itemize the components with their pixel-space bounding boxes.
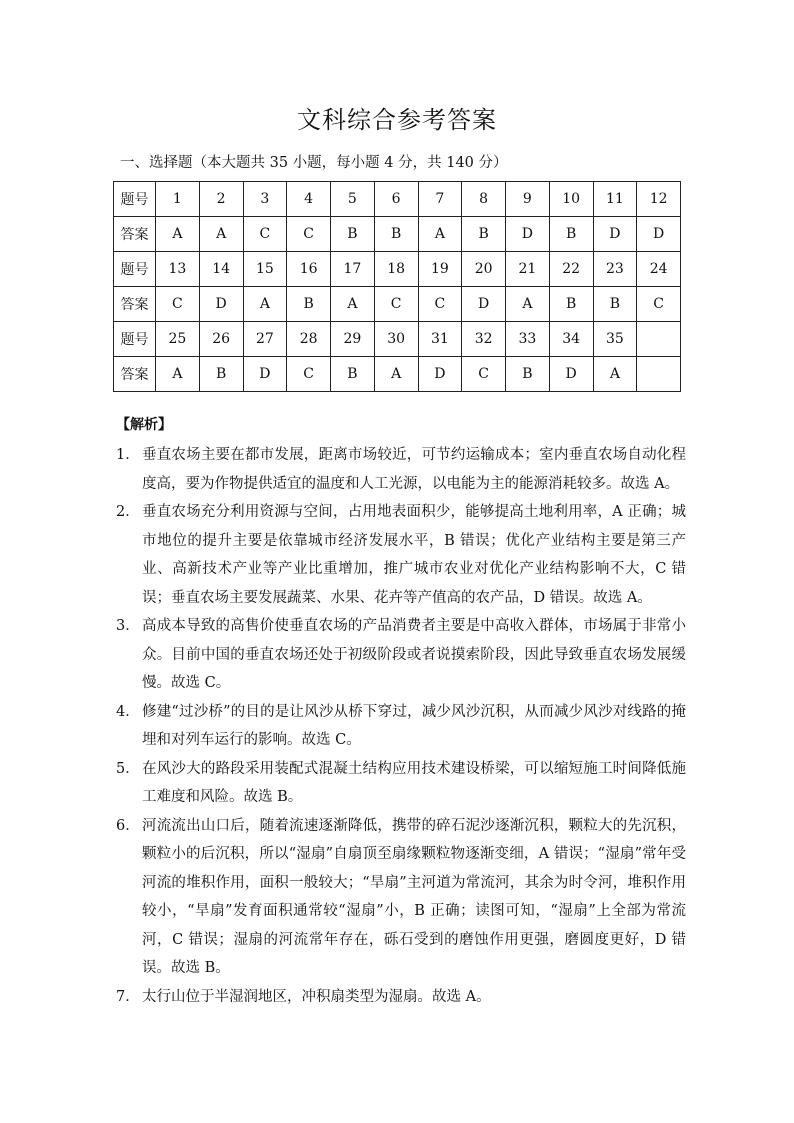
table-cell: D [418,357,462,392]
table-cell: 30 [374,322,418,357]
table-cell: C [637,287,681,322]
analysis-item-number: 7． [116,988,140,1005]
table-cell: A [243,287,287,322]
table-cell: 2 [199,182,243,217]
table-cell: 15 [243,252,287,287]
row-label: 答案 [114,357,156,392]
page-title: 文科综合参考答案 [297,106,497,134]
analysis-item-number: 6． [116,817,140,834]
analysis-item-number: 1． [116,447,140,463]
table-cell: B [199,357,243,392]
table-cell: 12 [637,182,681,217]
table-cell [637,322,681,357]
table-cell: 32 [462,322,506,357]
table-cell: C [418,287,462,322]
table-cell: 16 [287,252,331,287]
table-cell: B [506,357,550,392]
analysis-list [116,441,686,1011]
analysis-item-text: 修建“过沙桥”的目的是让风沙从桥下穿过，减少风沙沉积，从而减少风沙对线路的掩埋和对列车运行的影响。故选 C。 [142,703,686,748]
table-cell: D [593,217,637,252]
table-cell: 9 [506,182,550,217]
table-cell: 18 [374,252,418,287]
analysis-item-number: 5． [116,760,140,777]
row-label: 题号 [114,322,156,357]
analysis-item-number: 4． [116,703,140,720]
table-cell: 5 [331,182,375,217]
section-heading-choice: 一、选择题（本大题共 35 小题，每小题 4 分，共 140 分） [120,155,508,171]
analysis-item-text: 在风沙大的路段采用装配式混凝土结构应用技术建设桥梁，可以缩短施工时间降低施工难度和风险。故选 B。 [142,760,686,805]
table-cell: B [331,217,375,252]
table-cell: A [156,357,200,392]
answer-table [113,181,681,392]
table-cell: C [243,217,287,252]
table-cell: 8 [462,182,506,217]
table-cell: 6 [374,182,418,217]
table-cell: 25 [156,322,200,357]
analysis-item-text: 高成本导致的高售价使垂直农场的产品消费者主要是中高收入群体，市场属于非常小众。目前中国的垂直农场还处于初级阶段或者说摸索阶段，因此导致垂直农场发展缓慢。故选 C。 [142,618,686,691]
table-cell: 21 [506,252,550,287]
table-cell: D [243,357,287,392]
analysis-item-text: 垂直农场主要在都市发展，距离市场较近，可节约运输成本；室内垂直农场自动化程度高，要为作物提供适宜的温度和人工光源，以电能为主的能源消耗较多。故选 A。 [142,447,686,492]
table-cell: 31 [418,322,462,357]
table-cell: B [331,357,375,392]
analysis-item [116,755,686,812]
table-cell: C [287,357,331,392]
table-cell: A [506,287,550,322]
analysis-heading: 【解析】 [116,417,172,433]
analysis-item-text: 垂直农场充分利用资源与空间，占用地表面积少，能够提高土地利用率，A 正确；城市地位的提升主要是依靠城市经济发展水平，B 错误；优化产业结构主要是第三产业、高新技术产业等产业比重增加，推广城市农业对优化产业结构影响不大，C 错误；垂直农场主要发展蔬菜、水果、花卉等产值高的农产品，D 错误。故选 A。 [142,504,686,606]
table-row [114,252,681,287]
analysis-item-number: 3． [116,618,140,634]
table-cell: 11 [593,182,637,217]
table-cell: 24 [637,252,681,287]
table-cell: 10 [549,182,593,217]
table-row [114,322,681,357]
table-cell: A [593,357,637,392]
table-cell: A [374,357,418,392]
analysis-item-text: 河流流出山口后，随着流速逐渐降低，携带的碎石泥沙逐渐沉积，颗粒大的先沉积，颗粒小的后沉积，所以“湿扇”自扇顶至扇缘颗粒物逐渐变细，A 错误；“湿扇”常年受河流的堆积作用，面积一般较大；“旱扇”主河道为常流河，其余为时令河，堆积作用较小，“旱扇”发育面积通常较“湿扇”小，B 正确；读图可知，“湿扇”上全部为常流河，C 错误；湿扇的河流常年存在，砾石受到的磨蚀作用更强，磨圆度更好，D 错误。故选 B。 [142,817,686,976]
table-cell: B [593,287,637,322]
table-cell: 20 [462,252,506,287]
table-cell: D [199,287,243,322]
row-label: 答案 [114,217,156,252]
table-cell: C [374,287,418,322]
table-cell: 28 [287,322,331,357]
table-cell: 19 [418,252,462,287]
table-cell: D [549,357,593,392]
table-cell: 1 [156,182,200,217]
table-cell: 7 [418,182,462,217]
table-row [114,217,681,252]
row-label: 题号 [114,252,156,287]
table-cell: 3 [243,182,287,217]
analysis-item [116,812,686,983]
table-cell: B [287,287,331,322]
row-label: 答案 [114,287,156,322]
table-row [114,182,681,217]
table-cell: 17 [331,252,375,287]
row-label: 题号 [114,182,156,217]
table-cell: D [506,217,550,252]
table-cell: 29 [331,322,375,357]
analysis-item [116,698,686,755]
table-cell: 33 [506,322,550,357]
table-cell: C [287,217,331,252]
table-cell: 22 [549,252,593,287]
table-cell: C [156,287,200,322]
table-row [114,287,681,322]
table-cell: A [418,217,462,252]
table-cell: 34 [549,322,593,357]
table-cell: B [549,287,593,322]
analysis-item [116,612,686,698]
analysis-item-number: 2． [116,504,140,520]
table-cell: A [156,217,200,252]
table-cell: B [462,217,506,252]
table-cell: 4 [287,182,331,217]
analysis-item [116,983,686,1012]
table-cell: D [637,217,681,252]
table-row [114,357,681,392]
table-cell: A [331,287,375,322]
analysis-item [116,441,686,498]
table-cell: B [374,217,418,252]
table-cell: B [549,217,593,252]
table-cell: 26 [199,322,243,357]
table-cell: 27 [243,322,287,357]
table-cell: C [462,357,506,392]
analysis-item-text: 太行山位于半湿润地区，冲积扇类型为湿扇。故选 A。 [142,988,491,1005]
table-cell: A [199,217,243,252]
table-cell: 14 [199,252,243,287]
table-cell: D [462,287,506,322]
table-cell: 35 [593,322,637,357]
table-cell: 13 [156,252,200,287]
table-cell [637,357,681,392]
analysis-item [116,498,686,612]
table-cell: 23 [593,252,637,287]
